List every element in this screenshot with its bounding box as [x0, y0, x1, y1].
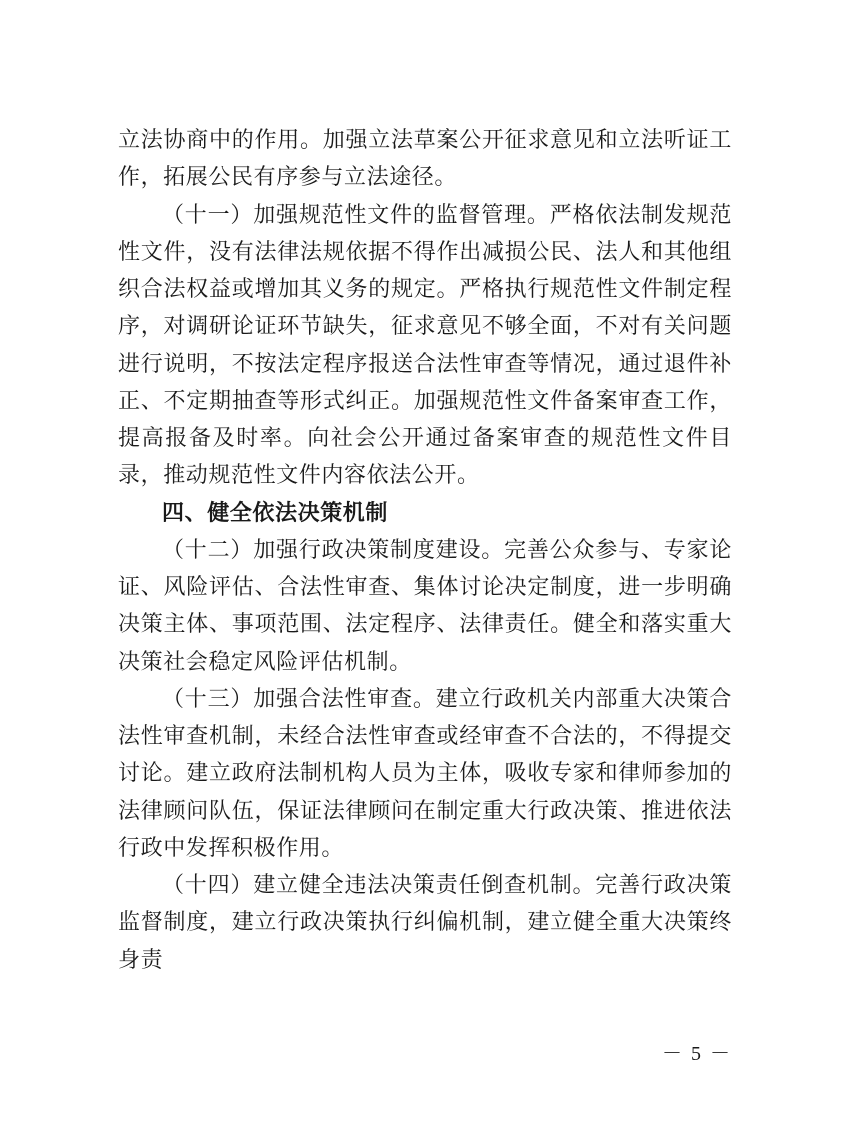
paragraph-continuation: 立法协商中的作用。加强立法草案公开征求意见和立法听证工作，拓展公民有序参与立法途径。: [118, 128, 732, 191]
section-heading-4: 四、健全依法决策机制: [162, 500, 389, 526]
page-number: － 5 －: [662, 1043, 732, 1065]
paragraph-item-12: （十二）加强行政决策制度建设。完善公众参与、专家论证、风险评估、合法性审查、集体讨论决定制度，进一步明确决策主体、事项范围、法定程序、法律责任。健全和落实重大决策社会稳定风险评估机制。: [118, 537, 732, 675]
paragraph-item-11: （十一）加强规范性文件的监督管理。严格依法制发规范性文件，没有法律法规依据不得作出减损公民、法人和其他组织合法权益或增加其义务的规定。严格执行规范性文件制定程序，对调研论证环节缺失，征求意见不够全面，不对有关问题进行说明，不按法定程序报送合法性审查等情况，通过退件补正、不定期抽查等形式纠正。加强规范性文件备案审查工作，提高报备及时率。向社会公开通过备案审查的规范性文件目录，推动规范性文件内容依法公开。: [118, 202, 732, 489]
body-text: [118, 122, 732, 979]
paragraph-item-14: （十四）建立健全违法决策责任倒查机制。完善行政决策监督制度，建立行政决策执行纠偏机制，建立健全重大决策终身责: [118, 873, 732, 973]
paragraph-item-13: （十三）加强合法性审查。建立行政机关内部重大决策合法性审查机制，未经合法性审查或经审查不合法的，不得提交讨论。建立政府法制机构人员为主体，吸收专家和律师参加的法律顾问队伍，保证法律顾问在制定重大行政决策、推进依法行政中发挥积极作用。: [118, 686, 732, 861]
